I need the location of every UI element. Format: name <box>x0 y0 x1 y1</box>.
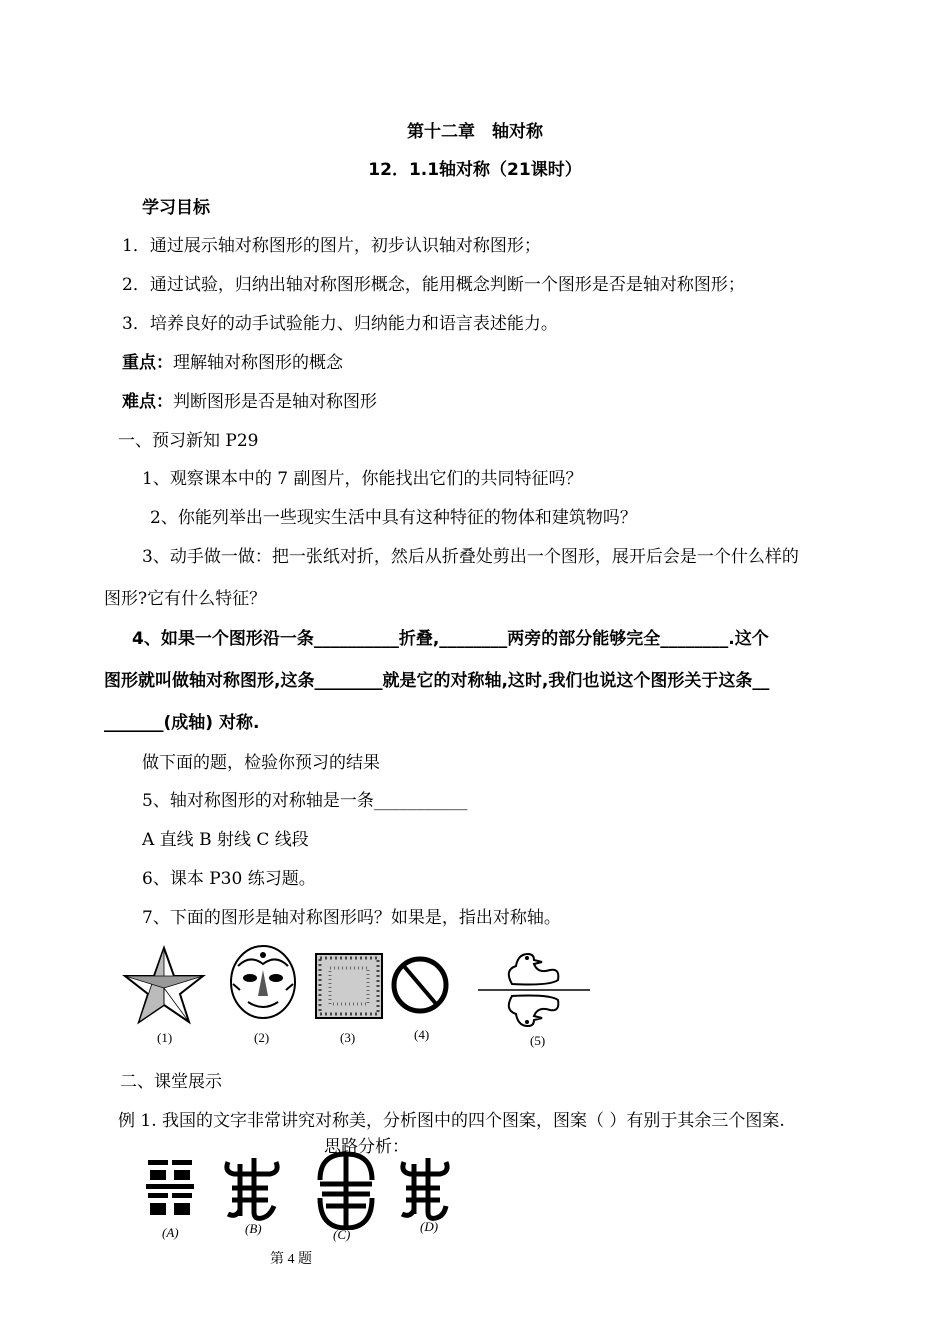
star-figure <box>125 948 203 1022</box>
pattern-b <box>227 1158 277 1218</box>
textured-square-figure <box>316 954 382 1018</box>
key-point-label: 重点： <box>122 353 173 373</box>
figure-label-1: (1) <box>157 1030 173 1045</box>
preview-heading: 一、预习新知 P29 <box>118 431 259 451</box>
question-5: 5、轴对称图形的对称轴是一条___________ <box>142 791 468 811</box>
question-4-line-2: 图形就叫做轴对称图形,这条________就是它的对称轴,这时,我们也说这个图形关于这条__ <box>104 671 770 691</box>
lesson-title: 12．1.1轴对称（21课时） <box>368 160 582 180</box>
question-5-options: A 直线 B 射线 C 线段 <box>142 830 309 850</box>
figure-caption: 第 4 题 <box>270 1252 312 1267</box>
check-intro: 做下面的题，检验你预习的结果 <box>142 753 380 773</box>
analysis-label: 思路分析： <box>324 1137 409 1157</box>
pattern-label-c: (C) <box>333 1227 351 1242</box>
objective-3: 3．培养良好的动手试验能力、归纳能力和语言表述能力。 <box>122 314 558 334</box>
pattern-label-b: (B) <box>245 1221 262 1236</box>
question-3-line-1: 3、动手做一做：把一张纸对折，然后从折叠处剪出一个图形，展开后会是一个什么样的 <box>142 547 799 567</box>
objectives-heading: 学习目标 <box>142 198 210 218</box>
prohibition-sign-figure <box>394 959 446 1011</box>
question-7: 7、下面的图形是轴对称图形吗？如果是，指出对称轴。 <box>142 908 561 928</box>
classroom-heading: 二、课堂展示 <box>120 1072 222 1092</box>
symmetry-figures <box>120 940 600 1050</box>
question-3-line-2: 图形?它有什么特征？ <box>104 589 267 609</box>
question-6: 6、课本 P30 练习题。 <box>142 869 316 889</box>
objective-2: 2．通过试验，归纳出轴对称图形概念，能用概念判断一个图形是否是轴对称图形； <box>122 275 745 295</box>
question-4-line-1: 4、如果一个图形沿一条__________折叠,________两旁的部分能够完全________.这个 <box>132 629 769 649</box>
key-point <box>122 352 343 374</box>
figure-label-4: (4) <box>414 1027 430 1042</box>
opera-mask-figure <box>231 946 295 1018</box>
figure-label-2: (2) <box>254 1030 270 1045</box>
figure-label-5: (5) <box>530 1033 546 1048</box>
question-4-line-3: _______(成轴) 对称. <box>104 713 260 733</box>
chapter-title: 第十二章 轴对称 <box>407 122 543 142</box>
pattern-label-a: (A) <box>162 1225 179 1240</box>
question-1: 1、观察课本中的 7 副图片，你能找出它们的共同特征吗？ <box>142 469 583 489</box>
difficulty-point <box>122 391 377 413</box>
objective-1: 1．通过展示轴对称图形的图片，初步认识轴对称图形； <box>122 236 541 256</box>
difficulty-label: 难点： <box>122 392 173 412</box>
character-patterns <box>140 1150 460 1230</box>
difficulty-text: 判断图形是否是轴对称图形 <box>173 392 377 412</box>
pattern-c <box>320 1152 372 1228</box>
mirrored-ducks-figure <box>478 954 590 1026</box>
question-2: 2、你能列举出一些现实生活中具有这种特征的物体和建筑物吗？ <box>150 508 637 528</box>
pattern-d <box>402 1158 447 1218</box>
pattern-label-d: (D) <box>420 1219 439 1234</box>
example-1: 例 1. 我国的文字非常讲究对称美，分析图中的四个图案，图案（ ）有别于其余三个图案. <box>118 1111 785 1131</box>
key-point-text: 理解轴对称图形的概念 <box>173 353 343 373</box>
pattern-a <box>146 1160 194 1215</box>
figure-label-3: (3) <box>340 1030 356 1045</box>
